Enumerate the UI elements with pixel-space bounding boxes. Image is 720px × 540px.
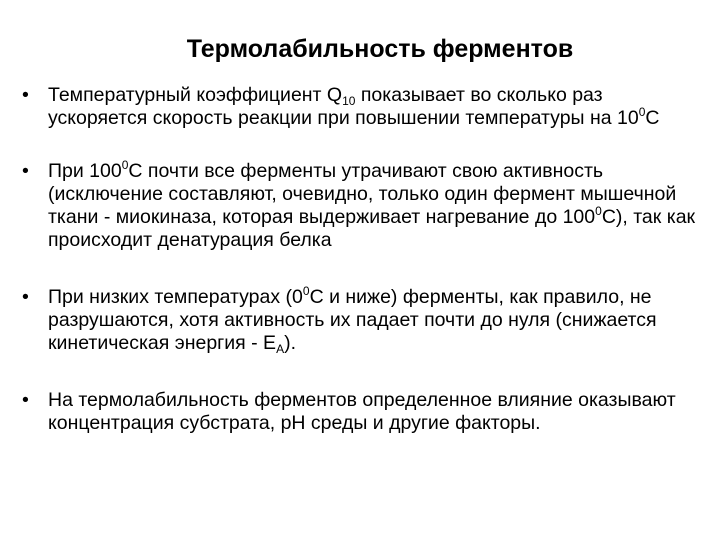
superscript-text: 0: [302, 284, 310, 298]
bullet-text: показывает во сколько раз ускоряется скорость реакции при повышении температуры на 10: [48, 84, 639, 129]
bullet-text: На термолабильность ферментов определенное влияние оказывают концентрация субстрата, рН среды и другие факторы.: [48, 389, 676, 434]
superscript-text: 0: [121, 158, 129, 172]
bullet-dot: •: [22, 389, 29, 411]
bullet-text: Температурный коэффициент Q: [48, 84, 343, 106]
bullet-item-high-temperature: [22, 160, 702, 252]
bullet-list: [22, 84, 702, 435]
bullet-text: С), так как происходит денатурация белка: [48, 206, 696, 251]
subscript-text: А: [276, 342, 285, 356]
bullet-item-other-factors: [22, 389, 702, 435]
bullet-text: С и ниже) ферменты, как правило, не разрушаются, хотя активность их падает почти до нуля (снижается кинетическая энергия - Е: [48, 286, 657, 354]
bullet-dot: •: [22, 160, 29, 182]
superscript-text: 0: [595, 204, 602, 218]
bullet-item-q10: [22, 84, 702, 130]
bullet-text: При низких температурах (0: [48, 286, 303, 308]
subscript-text: 10: [342, 94, 356, 108]
superscript-text: 0: [638, 105, 646, 119]
bullet-dot: •: [22, 286, 29, 308]
bullet-item-low-temperature: [22, 286, 702, 355]
bullet-text: С: [645, 107, 660, 129]
bullet-text: С почти все ферменты утрачивают свою активность (исключение составляют, очевидно, только один фермент мышечной ткани - миокиназа, которая выдерживает нагревание до 100: [48, 160, 677, 228]
bullet-dot: •: [22, 84, 29, 106]
bullet-text: ).: [284, 332, 296, 354]
slide-title: Термолабильность ферментов: [186, 35, 574, 63]
bullet-text: При 100: [48, 160, 122, 182]
